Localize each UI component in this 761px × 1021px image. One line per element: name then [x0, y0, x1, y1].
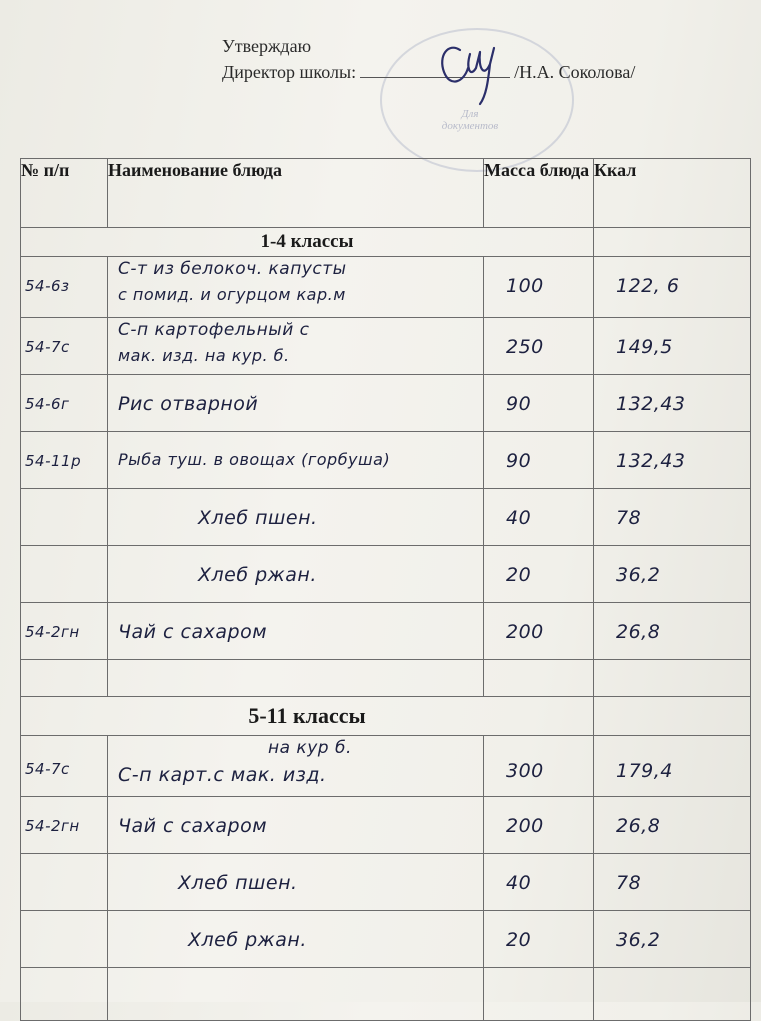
dish-kcal: 26,8 [616, 815, 661, 837]
dish-code: 54-7с [25, 338, 70, 356]
table-row [21, 257, 751, 318]
table-row [21, 375, 751, 432]
dish-name: Хлеб ржан. [198, 564, 317, 586]
dish-kcal: 78 [616, 507, 642, 529]
approval-block [222, 33, 635, 85]
table-row [21, 911, 751, 968]
dish-code: 54-2гн [25, 623, 80, 641]
section-row [21, 697, 751, 736]
section-title: 5-11 классы [21, 697, 594, 736]
dish-mass: 20 [506, 564, 532, 586]
dish-mass: 100 [506, 275, 544, 297]
section-title: 1-4 классы [21, 228, 594, 257]
dish-name-line2: с помид. и огурцом кар.м [118, 285, 346, 304]
dish-kcal: 26,8 [616, 621, 661, 643]
table-row [21, 318, 751, 375]
dish-mass: 200 [506, 621, 544, 643]
dish-code: 54-7с [25, 760, 70, 778]
section-row [21, 228, 751, 257]
dish-kcal: 179,4 [616, 760, 673, 782]
dish-name: Хлеб пшен. [178, 872, 298, 894]
dish-mass: 40 [506, 872, 532, 894]
director-signature-icon [430, 38, 510, 108]
table-row [21, 797, 751, 854]
dish-name: Чай с сахаром [118, 621, 268, 643]
dish-kcal: 36,2 [616, 929, 661, 951]
table-row [21, 854, 751, 911]
header-num: № п/п [21, 159, 108, 228]
table-row-empty [21, 660, 751, 697]
director-name: /Н.А. Соколова/ [514, 62, 636, 82]
dish-name: Чай с сахаром [118, 815, 268, 837]
table-row [21, 489, 751, 546]
dish-name-line2: мак. изд. на кур. б. [118, 346, 290, 365]
dish-mass: 90 [506, 450, 532, 472]
dish-mass: 40 [506, 507, 532, 529]
dish-mass: 90 [506, 393, 532, 415]
dish-kcal: 78 [616, 872, 642, 894]
dish-mass: 200 [506, 815, 544, 837]
dish-name-line1: на кур б. [268, 738, 352, 758]
dish-code: 54-2гн [25, 817, 80, 835]
stamp-text: Для документов [441, 108, 499, 132]
dish-name-line2: С-п карт.с мак. изд. [118, 764, 327, 786]
dish-mass: 20 [506, 929, 532, 951]
header-name: Наименование блюда [108, 159, 484, 228]
header-kcal: Ккал [594, 159, 751, 228]
dish-name-line1: С-т из белокоч. капусты [118, 259, 347, 279]
dish-code: 54-6г [25, 395, 70, 413]
dish-mass: 300 [506, 760, 544, 782]
dish-kcal: 36,2 [616, 564, 661, 586]
table-row-empty [21, 968, 751, 1021]
dish-mass: 250 [506, 336, 544, 358]
dish-kcal: 132,43 [616, 393, 686, 415]
dish-name: Хлеб ржан. [188, 929, 307, 951]
dish-name: Хлеб пшен. [198, 507, 318, 529]
dish-kcal: 122, 6 [616, 275, 680, 297]
dish-kcal: 132,43 [616, 450, 686, 472]
table-row [21, 432, 751, 489]
dish-kcal: 149,5 [616, 336, 673, 358]
director-label: Директор школы: [222, 62, 357, 82]
table-row [21, 603, 751, 660]
dish-code: 54-6з [25, 277, 70, 295]
dish-name-line1: С-п картофельный с [118, 320, 310, 340]
menu-table [20, 158, 751, 1021]
table-header-row [21, 159, 751, 228]
table-row [21, 736, 751, 797]
table-row [21, 546, 751, 603]
approval-title: Утверждаю [222, 36, 312, 56]
dish-code: 54-11р [25, 452, 82, 470]
dish-name: Рис отварной [118, 393, 259, 415]
header-mass: Масса блюда [484, 159, 594, 228]
dish-name: Рыба туш. в овощах (горбуша) [118, 450, 391, 469]
